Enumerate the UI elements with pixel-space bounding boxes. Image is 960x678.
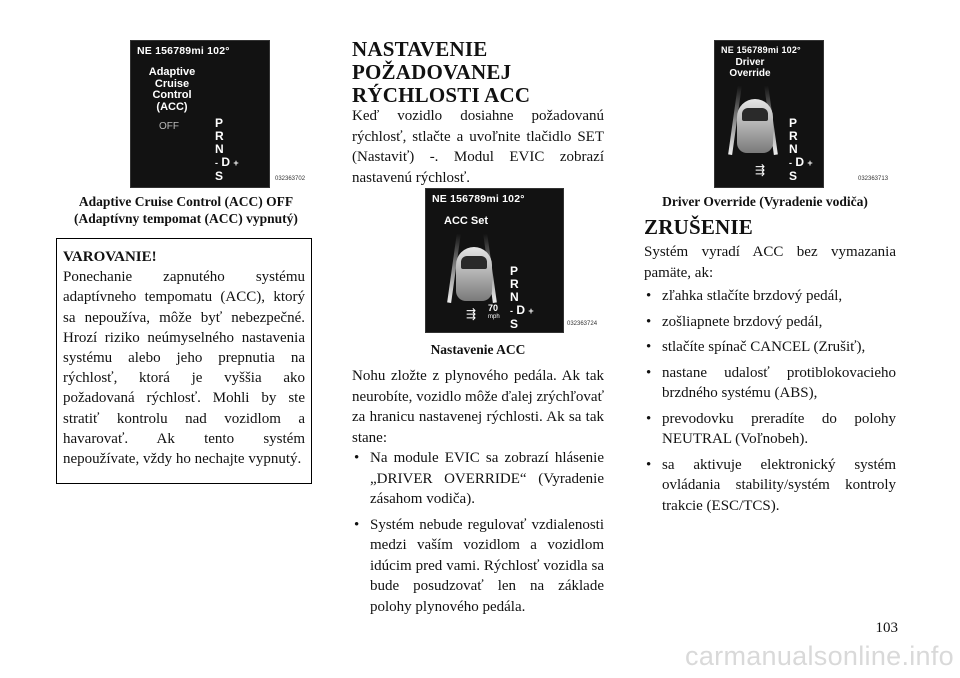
plus-sign: + [807, 158, 813, 168]
gear-d: D [795, 155, 805, 169]
minus-sign: - [510, 306, 513, 316]
list-item: • sa aktivuje elektronický systém ovládania stability/systém kontroly trakcie (ESC/TCS). [644, 455, 896, 517]
gear-r: R [510, 277, 519, 291]
vehicle-icon [456, 247, 492, 301]
gear-s: S [789, 169, 798, 183]
gear-indicator [789, 117, 813, 183]
gear-d: D [221, 155, 231, 169]
watermark: carmanualsonline.info [685, 641, 954, 671]
list-item: • stlačíte spínač CANCEL (Zrušiť), [644, 337, 896, 358]
caption-line: (Adaptívny tempomat (ACC) vypnutý) [74, 211, 298, 226]
figure-code: 032363713 [858, 176, 889, 182]
list-item: • nastane udalosť protiblokovacieho brzdného systému (ABS), [644, 363, 896, 404]
acc-off-display-image [130, 40, 270, 188]
gear-p: P [510, 264, 519, 278]
title-line: Driver [735, 57, 765, 68]
figure-caption: Driver Override (Vyradenie vodiča) [662, 194, 868, 209]
gear-r: R [789, 129, 798, 143]
display-title [725, 57, 775, 79]
heading-line: NASTAVENIE [352, 37, 488, 61]
section-heading [352, 38, 530, 107]
bullet-list [644, 286, 896, 521]
figure-code: 032363702 [275, 176, 306, 182]
gear-d: D [516, 303, 526, 317]
gear-r: R [215, 129, 224, 143]
speed-unit: mph [488, 314, 500, 320]
gear-s: S [510, 317, 519, 331]
acc-state: OFF [159, 121, 179, 132]
warning-text: Ponechanie zapnutého systému adaptívneho tempomatu (ACC), ktorý sa nepoužíva, môže byť nebezpečné. Hrozí riziko neúmyselného nastavenia systému alebo jeho prepnutia na rýchlosť, ktorá je vyššia ako požadovaná rýchlosť. Mohli by ste stratiť kontrolu nad vozidlom a havarovať. Ak tento systém nepoužívate, vždy ho nechajte vypnutý. [63, 269, 305, 468]
gear-p: P [789, 116, 798, 130]
list-item: • zľahka stlačíte brzdový pedál, [644, 286, 896, 307]
gear-indicator [510, 265, 534, 331]
status-line: NE 156789mi 102° [721, 45, 801, 55]
gear-indicator [215, 117, 239, 183]
figure-caption: Nastavenie ACC [430, 342, 526, 357]
status-line: NE 156789mi 102° [432, 193, 525, 205]
title-line: (ACC) [156, 100, 188, 113]
warning-box [56, 238, 312, 484]
gear-n: N [510, 290, 519, 304]
driver-override-display-image [714, 40, 824, 188]
bullet-list [352, 448, 604, 622]
plus-sign: + [233, 158, 239, 168]
title-line: Adaptive [148, 66, 196, 78]
intro-paragraph: Keď vozidlo dosiahne požadovanú rýchlosť, stlačte a uvoľnite tlačidlo SET (Nastaviť) -. Modul EVIC zobrazí nastavenú rýchlosť. [352, 108, 604, 186]
list-item: • zošliapnete brzdový pedál, [644, 312, 896, 333]
paragraph: Nohu zložte z plynového pedála. Ak tak neurobíte, vozidlo môže ďalej zrýchľovať za hranicu nastavenej rýchlosti. Ak sa tak stane: [352, 368, 604, 446]
figure-caption [56, 193, 316, 227]
display-title: ACC Set [444, 215, 489, 227]
caption-line: Adaptive Cruise Control (ACC) OFF [78, 194, 294, 209]
figure-code: 032363724 [567, 321, 598, 327]
heading-line: POŽADOVANEJ [352, 60, 512, 84]
display-title [139, 67, 205, 113]
title-line: Control [152, 89, 192, 101]
status-line: NE 156789mi 102° [137, 45, 230, 57]
minus-sign: - [215, 158, 218, 168]
gear-n: N [215, 142, 224, 156]
list-item: • Systém nebude regulovať vzdialenosti medzi vaším vozidlom a vozidlom idúcim pred vami. Rýchlosť vozidla sa bude posudzovať len na základe polohy plynového pedála. [352, 515, 604, 618]
intro-paragraph: Systém vyradí ACC bez vymazania pamäte, ak: [644, 244, 896, 281]
list-item: • prevodovku preradíte do polohy NEUTRAL (Voľnobeh). [644, 409, 896, 450]
title-line: Cruise [154, 77, 190, 90]
gear-n: N [789, 142, 798, 156]
minus-sign: - [789, 158, 792, 168]
warning-title: VAROVANIE! [63, 249, 157, 265]
distance-icon: ⇶ [755, 163, 766, 177]
title-line: Override [729, 68, 771, 79]
acc-set-display-image [425, 188, 564, 333]
set-speed: 70 [488, 303, 499, 313]
heading-line: RÝCHLOSTI ACC [352, 83, 531, 107]
plus-sign: + [528, 306, 534, 316]
section-heading: ZRUŠENIE [644, 215, 753, 239]
page-number: 103 [875, 620, 898, 636]
list-item: • Na module EVIC sa zobrazí hlásenie „DRIVER OVERRIDE“ (Vyradenie zásahom vodiča). [352, 448, 604, 510]
gear-p: P [215, 116, 224, 130]
distance-icon: ⇶ [466, 307, 477, 321]
gear-s: S [215, 169, 224, 183]
vehicle-icon [737, 99, 773, 153]
